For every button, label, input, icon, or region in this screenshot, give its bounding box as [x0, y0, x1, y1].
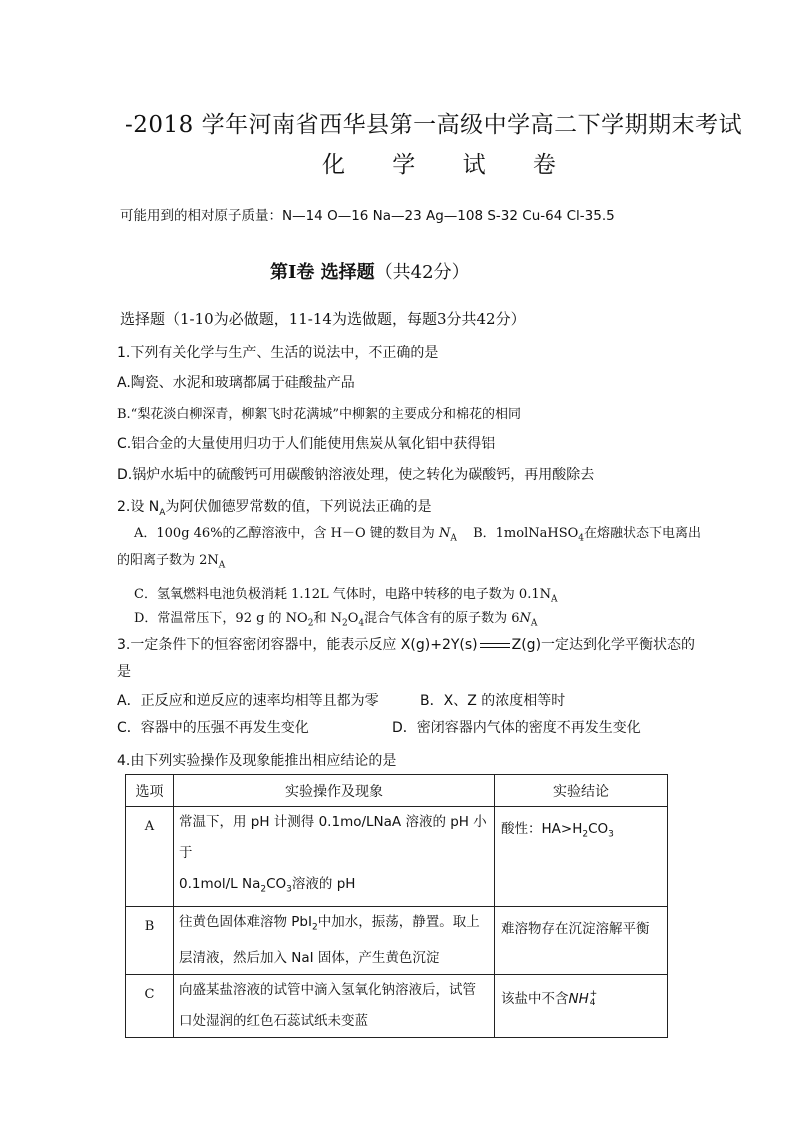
q2-option-d-text: D．常温常压下，92 g 的 NO — [134, 611, 308, 626]
table-header-row — [126, 775, 668, 807]
q1-option-d: D.锅炉水垢中的硫酸钙可用碳酸钠溶液处理，使之转化为碳酸钙，再用酸除去 — [117, 467, 595, 483]
row-conclusion-sub: 4 — [589, 998, 596, 1009]
experiment-table — [125, 774, 668, 1038]
row-conclusion-text-2: CO — [588, 821, 609, 837]
table-header-option: 选项 — [126, 775, 174, 807]
row-operation-line1: 常温下，用 pH 计测得 0.1mo/LNaA 溶液的 pH 小于 — [179, 814, 487, 861]
row-conclusion-text: 该盐中不含 — [501, 991, 569, 1008]
q2-option-d-sub3: 4 — [358, 618, 365, 629]
table-header-operation: 实验操作及现象 — [174, 775, 495, 807]
row-operation-text: 0.1mol/L Na — [179, 876, 261, 892]
section-title — [270, 258, 470, 284]
row-operation-line2 — [174, 869, 494, 906]
q2-option-a: A．100g 46%的乙醇溶液中，含 H－O 键的数目为 — [134, 526, 439, 541]
row-operation-sub1: 2 — [260, 884, 267, 895]
row-option: B — [144, 918, 155, 934]
q2-option-b-text: 在熔融状态下电离出 — [584, 526, 702, 541]
q2-option-a-sub: A — [450, 533, 457, 544]
q2-option-b-sub: 4 — [578, 533, 585, 544]
row-operation-line2: 层清液，然后加入 NaI 固体，产生黄色沉淀 — [179, 950, 440, 967]
q2-option-d-text-4: 混合气体含有的原子数为 6 — [364, 611, 520, 626]
q2-stem-sub: A — [159, 507, 166, 518]
q2-option-b-line2-text: 的阳离子数为 2N — [117, 553, 219, 568]
q2-option-d-sub1: 2 — [307, 618, 314, 629]
q2-option-b: B．1molNaHSO — [473, 526, 579, 541]
q3-stem-text-2: Z(g)一定达到化学平衡状态的 — [511, 637, 696, 653]
q3-stem-line2: 是 — [117, 664, 131, 680]
row-option: C — [144, 987, 155, 1003]
q1-option-a: A.陶瓷、水泥和玻璃都属于硅酸盐产品 — [117, 375, 355, 391]
row-operation-sub2: 3 — [286, 884, 292, 895]
q3-option-a: A．正反应和逆反应的速率均相等且都为零 — [117, 693, 379, 709]
q2-option-b-line2-sub: A — [218, 560, 226, 571]
row-conclusion-sup: + — [589, 989, 598, 1000]
section-title-text: 第Ⅰ卷 选择题 — [270, 262, 375, 283]
q2-option-d-text-3: O — [347, 611, 359, 626]
q2-option-c-text: C．氢氧燃料电池负极消耗 1.12L 气体时，电路中转移的电子数为 0.1N — [134, 587, 551, 602]
row-operation-text: 往黄色固体难溶物 PbI — [179, 913, 312, 930]
equilibrium-arrow-icon — [480, 640, 510, 650]
row-operation-text-3: 溶液的 pH — [291, 876, 356, 892]
row-operation-text-2: 中加水，振荡，静置。取上 — [317, 913, 480, 930]
exam-subtitle: 化 学 试 卷 — [322, 152, 576, 178]
row-conclusion-sub2: 3 — [608, 829, 614, 840]
row-operation-line1 — [174, 907, 494, 944]
q2-option-a-n: N — [438, 526, 451, 541]
q2-option-c-sub: A — [550, 594, 558, 605]
q2-option-b-line2 — [117, 549, 225, 571]
row-operation-sub: 2 — [311, 922, 318, 933]
row-operation-line1: 向盛某盐溶液的试管中滴入氢氧化钠溶液后，试管 — [179, 982, 476, 999]
section-instruction: 选择题（1-10为必做题，11-14为选做题，每题3分共42分） — [120, 310, 526, 328]
q1-option-b: B.“梨花淡白柳深青，柳絮飞时花满城”中柳絮的主要成分和棉花的相同 — [117, 407, 521, 422]
q2-option-d — [134, 607, 537, 629]
q3-option-d: D．密闭容器内气体的密度不再发生变化 — [392, 720, 641, 736]
q3-stem-text: 3.一定条件下的恒容密闭容器中，能表示反应 X(g)+2Y(s) — [117, 637, 478, 653]
row-operation-line2: 口处湿润的红色石蕊试纸未变蓝 — [179, 1013, 368, 1030]
q2-stem-text: 2.设 N — [117, 499, 160, 515]
q3-option-c: C．容器中的压强不再发生变化 — [117, 720, 309, 736]
exam-title: -2018 学年河南省西华县第一高级中学高二下学期期末考试 — [125, 112, 743, 138]
q3-stem — [117, 634, 695, 654]
row-conclusion — [495, 975, 667, 1008]
q4-stem: 4.由下列实验操作及现象能推出相应结论的是 — [117, 753, 397, 769]
table-row — [126, 906, 668, 975]
row-conclusion-text: 酸性：HA>H — [501, 821, 583, 837]
q2-stem-text-2: 为阿伏伽德罗常数的值，下列说法正确的是 — [165, 499, 432, 515]
row-option: A — [144, 819, 155, 834]
q2-option-ab — [134, 522, 701, 544]
q2-option-d-sub2: 2 — [341, 618, 348, 629]
row-conclusion: 难溶物存在沉淀溶解平衡 — [501, 920, 650, 937]
atomic-masses: 可能用到的相对原子质量：N—14 O—16 Na—23 Ag—108 S-32 Cu-64 Cl-35.5 — [120, 208, 615, 224]
row-conclusion-ion: NH — [568, 991, 589, 1008]
q2-option-d-n: N — [519, 611, 531, 626]
row-operation-text-2: CO — [266, 876, 287, 892]
q2-option-d-text-2: 和 N — [313, 611, 342, 626]
q3-option-b: B．X、Z 的浓度相等时 — [420, 693, 566, 709]
table-header-conclusion: 实验结论 — [495, 775, 668, 807]
q2-stem — [117, 496, 431, 518]
q2-option-c — [134, 583, 557, 605]
section-title-paren: （共42分） — [374, 262, 470, 283]
table-row — [126, 975, 668, 1038]
q1-stem: 1.下列有关化学与生产、生活的说法中，不正确的是 — [117, 345, 439, 361]
row-conclusion-sub1: 2 — [582, 829, 589, 840]
row-conclusion — [495, 807, 667, 840]
table-row — [126, 807, 668, 907]
q2-option-d-sub4: A — [530, 618, 538, 629]
q1-option-c: C.铝合金的大量使用归功于人们能使用焦炭从氧化铝中获得铝 — [117, 436, 496, 452]
